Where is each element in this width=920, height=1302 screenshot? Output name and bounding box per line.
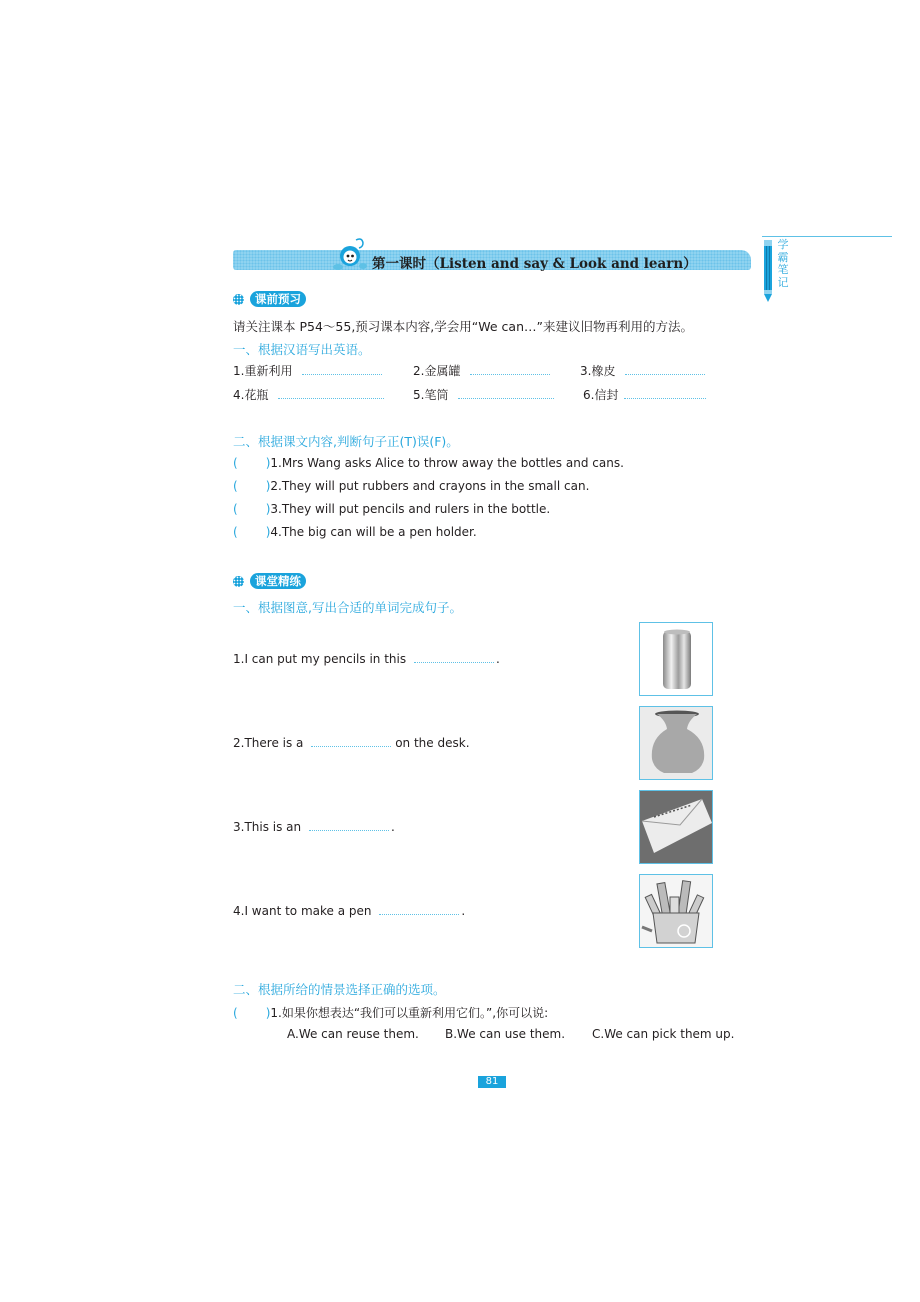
vocab-answer-blank[interactable] (302, 373, 382, 375)
true-false-item (233, 525, 477, 539)
preview-badge: 课前预习 (250, 291, 306, 307)
vase-icon (640, 707, 712, 779)
vase-image (639, 706, 713, 780)
choice-option-c[interactable]: C.We can pick them up. (592, 1027, 735, 1041)
vocab-label: 5.笔筒 (413, 388, 449, 402)
sentence-answer-blank[interactable] (414, 661, 494, 663)
sentence-text: 1.I can put my pencils in this (233, 652, 407, 666)
lesson-title: 第一课时（Listen and say & Look and learn） (372, 256, 697, 272)
vocab-item-6 (583, 386, 706, 403)
sentence-text: 2.There is a (233, 736, 304, 750)
sentence-text-end: . (495, 652, 500, 666)
mascot-icon (330, 236, 370, 274)
answer-paren-close: ) (265, 479, 271, 493)
sentence-text-end: . (390, 820, 395, 834)
vocab-label: 4.花瓶 (233, 388, 269, 402)
side-note-char: 霸 (777, 250, 789, 264)
vocab-answer-blank[interactable] (458, 397, 554, 399)
sentence-text-end: on the desk. (395, 736, 470, 750)
sentence-text-end: . (461, 904, 466, 918)
practice-part2-heading: 二、根据所给的情景选择正确的选项。 (233, 982, 446, 997)
choice-option-b[interactable]: B.We can use them. (445, 1027, 566, 1041)
pen-holder-icon (640, 875, 712, 947)
question-text: 1.如果你想表达“我们可以重新利用它们。”,你可以说: (270, 1006, 549, 1020)
preview-part2-heading: 二、根据课文内容,判断句子正(T)误(F)。 (233, 434, 459, 449)
sentence-text: 3.This is an (233, 820, 302, 834)
answer-paren-open[interactable]: ( (233, 1006, 238, 1020)
envelope-icon (640, 791, 712, 863)
vocab-answer-blank[interactable] (624, 397, 706, 399)
vocab-item-5 (413, 386, 554, 403)
vocab-answer-blank[interactable] (278, 397, 384, 399)
answer-paren-open[interactable]: ( (233, 502, 238, 516)
vocab-answer-blank[interactable] (470, 373, 550, 375)
pencil-icon (763, 240, 773, 302)
sentence-item-1 (233, 652, 500, 666)
sentence-answer-blank[interactable] (311, 745, 391, 747)
page-number: 81 (478, 1076, 506, 1088)
metal-can-icon (640, 623, 712, 695)
choice-question (233, 1004, 548, 1021)
side-note-label (776, 239, 790, 289)
vocab-label: 6.信封 (583, 388, 619, 402)
sentence-item-2 (233, 736, 470, 750)
answer-paren-close: ) (265, 1006, 271, 1020)
answer-paren-open[interactable]: ( (233, 479, 238, 493)
sentence-answer-blank[interactable] (379, 913, 459, 915)
vocab-item-2 (413, 362, 550, 379)
sentence-item-4 (233, 904, 465, 918)
answer-paren-open[interactable]: ( (233, 525, 238, 539)
vocab-answer-blank[interactable] (625, 373, 705, 375)
preview-part1-heading: 一、根据汉语写出英语。 (233, 342, 371, 357)
sentence-item-3 (233, 820, 395, 834)
answer-paren-close: ) (265, 502, 271, 516)
statement-text: 4.The big can will be a pen holder. (270, 525, 477, 539)
side-note-char: 学 (777, 238, 789, 251)
side-note-char: 记 (777, 275, 789, 289)
pen-holder-image (639, 874, 713, 948)
vocab-label: 1.重新利用 (233, 364, 293, 378)
preview-instruction: 请关注课本 P54～55,预习课本内容,学会用“We can…”来建议旧物再利用的方法。 (233, 319, 693, 334)
statement-text: 2.They will put rubbers and crayons in the small can. (270, 479, 590, 493)
true-false-item (233, 456, 624, 470)
section-dot-icon (233, 294, 244, 305)
statement-text: 3.They will put pencils and rulers in the bottle. (270, 502, 551, 516)
choice-option-a[interactable]: A.We can reuse them. (287, 1027, 419, 1041)
side-note-char: 笔 (777, 263, 789, 276)
true-false-item (233, 502, 550, 516)
envelope-image (639, 790, 713, 864)
vocab-item-1 (233, 362, 382, 379)
answer-paren-open[interactable]: ( (233, 456, 238, 470)
answer-paren-close: ) (265, 456, 271, 470)
statement-text: 1.Mrs Wang asks Alice to throw away the bottles and cans. (270, 456, 624, 470)
section-dot-icon (233, 576, 244, 587)
true-false-item (233, 479, 589, 493)
practice-part1-heading: 一、根据图意,写出合适的单词完成句子。 (233, 600, 462, 615)
sentence-text: 4.I want to make a pen (233, 904, 372, 918)
practice-badge: 课堂精练 (250, 573, 306, 589)
vocab-item-4 (233, 386, 384, 403)
answer-paren-close: ) (265, 525, 271, 539)
vocab-label: 2.金属罐 (413, 364, 461, 378)
side-note-divider (762, 236, 892, 237)
vocab-item-3 (580, 362, 705, 379)
metal-can-image (639, 622, 713, 696)
vocab-label: 3.橡皮 (580, 364, 616, 378)
sentence-answer-blank[interactable] (309, 829, 389, 831)
